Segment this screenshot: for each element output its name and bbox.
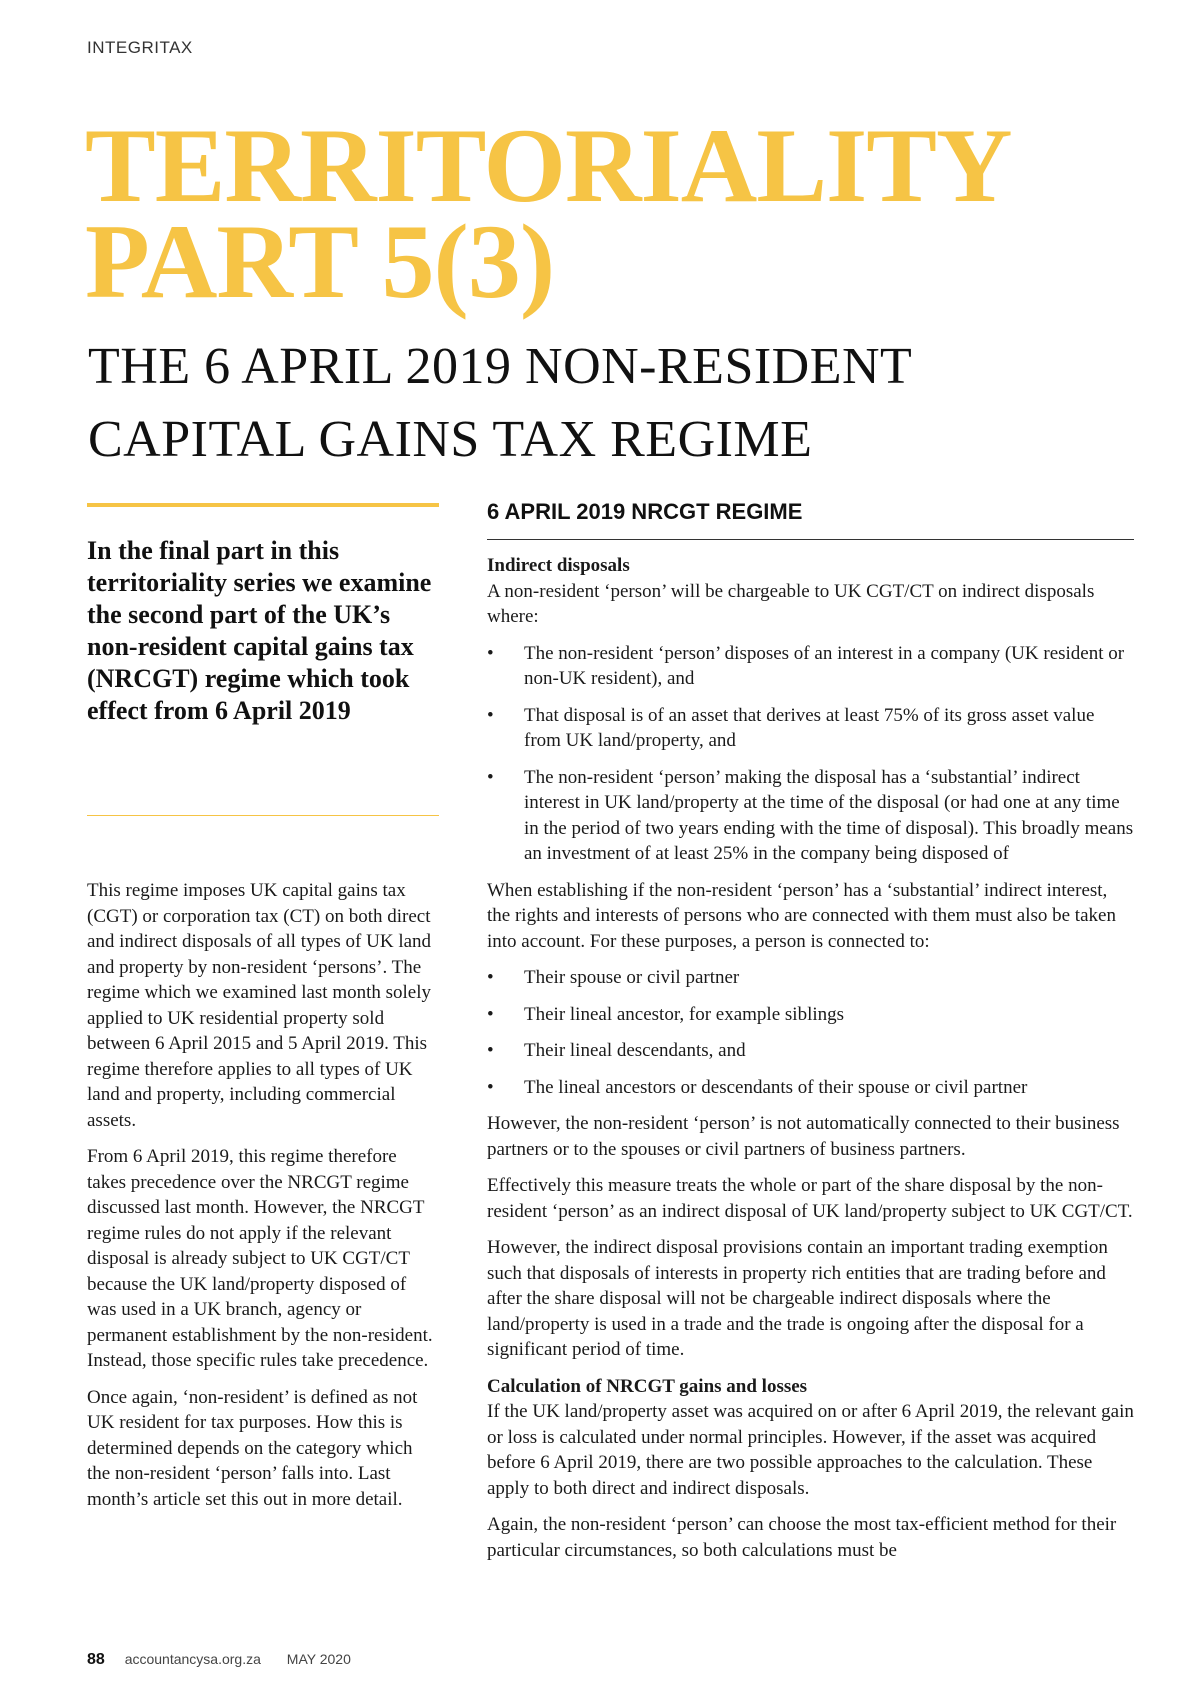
bullet-icon: •: [487, 1076, 494, 1098]
list-item-text: The lineal ancestors or descendants of their spouse or civil partner: [524, 1076, 1028, 1098]
article-lead: In the final part in this territoriality series we examine the second part of the UK’s non-resident capital gains tax (NRCGT) regime which took effect from 6 April 2019: [87, 536, 432, 725]
page-footer: [87, 1651, 351, 1669]
list-item-text: That disposal is of an asset that derives at least 75% of its gross asset value from UK land/property, and: [524, 704, 1095, 751]
publication-section-label: INTEGRITAX: [87, 38, 193, 57]
article-title-line-1: TERRITORIALITY: [85, 107, 1012, 224]
article-title-line-2: PART 5(3): [85, 203, 555, 320]
list-item: [487, 1075, 1134, 1101]
section-heading: 6 APRIL 2019 NRCGT REGIME: [487, 499, 803, 524]
list-item-text: Their spouse or civil partner: [524, 967, 740, 988]
lead-top-divider: [87, 503, 439, 507]
body-paragraph: If the UK land/property asset was acquired on or after 6 April 2019, the relevant gain or loss is calculated under normal principles. However, if the asset was acquired before 6 April 2019, there are two possible approaches to the calculation. These apply to both direct and indirect disposals.: [487, 1401, 1134, 1499]
subheading-indirect-disposals: Indirect disposals: [487, 555, 630, 576]
list-item-text: The non-resident ‘person’ making the disposal has a ‘substantial’ indirect interest in UK land/property at the time of the disposal (or had one at any time in the period of two years ending with the time of disposal). This broadly means an investment of at least 25% in the company being disposed of: [524, 766, 1134, 864]
body-paragraph: However, the non-resident ‘person’ is not automatically connected to their business partners or to the spouses or civil partners of business partners.: [487, 1113, 1120, 1160]
list-item: [487, 1002, 1134, 1028]
footer-issue-date: MAY 2020: [286, 1651, 351, 1667]
subheading-calculation: Calculation of NRCGT gains and losses: [487, 1375, 808, 1397]
bullet-icon: •: [487, 642, 494, 664]
bullet-icon: •: [487, 704, 494, 726]
body-paragraph: A non-resident ‘person’ will be chargeable to UK CGT/CT on indirect disposals where:: [487, 580, 1095, 627]
conditions-list: [487, 641, 1134, 867]
article-subtitle-line-2: CAPITAL GAINS TAX REGIME: [88, 411, 813, 468]
bullet-icon: •: [487, 1040, 494, 1061]
bullet-icon: •: [487, 967, 494, 988]
list-item-text: Their lineal descendants, and: [524, 1040, 746, 1061]
list-item: [487, 1038, 1134, 1064]
body-paragraph: Effectively this measure treats the whole or part of the share disposal by the non-resident ‘person’ as an indirect disposal of UK land/property subject to UK CGT/CT.: [487, 1175, 1133, 1222]
page-number: 88: [87, 1651, 105, 1668]
list-item-text: Their lineal ancestor, for example siblings: [524, 1003, 845, 1025]
connected-persons-list: [487, 965, 1134, 1100]
left-column: [87, 878, 439, 1523]
list-item-text: The non-resident ‘person’ disposes of an interest in a company (UK resident or non-UK resident), and: [524, 642, 1125, 689]
lead-bottom-divider: [87, 815, 439, 816]
article-title: [85, 107, 1012, 320]
body-paragraph: When establishing if the non-resident ‘person’ has a ‘substantial’ indirect interest, the rights and interests of persons who are connected with them must also be taken into account. For these purposes, a person is connected to:: [487, 879, 1116, 952]
section-divider: [487, 539, 1134, 540]
body-paragraph: Once again, ‘non-resident’ is defined as not UK resident for tax purposes. How this is determined depends on the category which the non-resident ‘person’ falls into. Last month’s article set this out in more detail.: [87, 1386, 418, 1510]
article-subtitle: [88, 330, 912, 476]
article-subtitle-line-1: THE 6 APRIL 2019 NON-RESIDENT: [88, 338, 913, 395]
body-paragraph: However, the indirect disposal provisions contain an important trading exemption such that disposals of interests in property rich entities that are trading before and after the share disposal will not be chargeable indirect disposals where the land/property is used in a trade and the trade is ongoing after the disposal for a significant period of time.: [487, 1237, 1108, 1360]
body-paragraph: Again, the non-resident ‘person’ can choose the most tax-efficient method for their particular circumstances, so both calculations must be: [487, 1514, 1117, 1561]
body-paragraph: This regime imposes UK capital gains tax (CGT) or corporation tax (CT) on both direct and indirect disposals of all types of UK land and property by non-resident ‘persons’. The regime which we examined last month solely applied to UK residential property sold between 6 April 2015 and 5 April 2019. This regime therefore applies to all types of UK land and property, including commercial assets.: [87, 880, 432, 1131]
list-item: [487, 703, 1134, 754]
right-column: [487, 553, 1134, 1574]
list-item: [487, 765, 1134, 867]
list-item: [487, 641, 1134, 692]
bullet-icon: •: [487, 1003, 494, 1025]
list-item: [487, 965, 1134, 991]
bullet-icon: •: [487, 766, 494, 788]
footer-website: accountancysa.org.za: [124, 1651, 261, 1667]
body-paragraph: From 6 April 2019, this regime therefore takes precedence over the NRCGT regime discussed last month. However, the NRCGT regime rules do not apply if the relevant disposal is already subject to UK CGT/CT because the UK land/property disposed of was used in a UK branch, agency or permanent establishment by the non-resident. Instead, those specific rules take precedence.: [87, 1146, 433, 1371]
